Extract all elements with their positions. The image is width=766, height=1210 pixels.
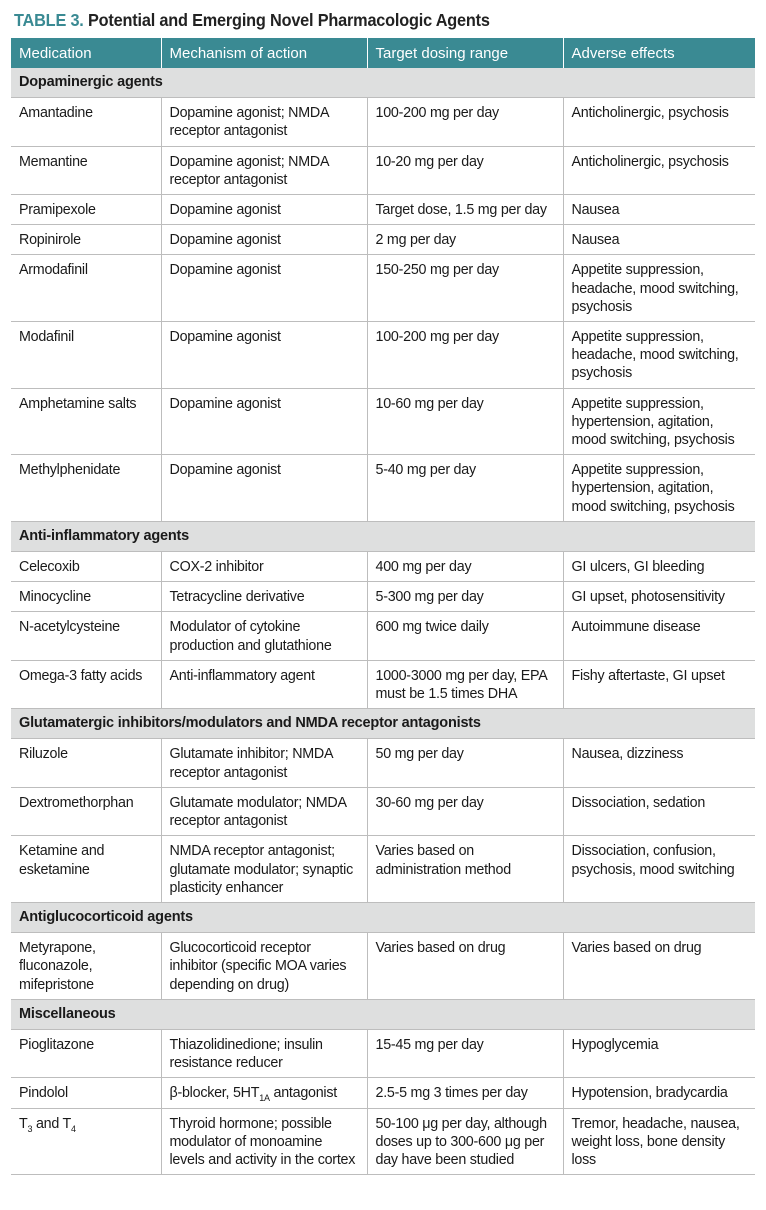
table-row — [11, 322, 755, 389]
cell-mechanism: Dopamine agonist — [161, 455, 367, 522]
cell-medication: Metyrapone, fluconazole, mifepristone — [11, 933, 161, 1000]
cell-mechanism: Glutamate modulator; NMDA receptor antagonist — [161, 787, 367, 835]
section-heading: Anti-inflammatory agents — [11, 521, 755, 551]
header-medication: Medication — [11, 38, 161, 68]
cell-medication: Omega-3 fatty acids — [11, 660, 161, 708]
cell-medication: Methylphenidate — [11, 455, 161, 522]
table-body — [11, 68, 755, 1175]
cell-dosing: 2.5-5 mg 3 times per day — [367, 1078, 563, 1108]
cell-mechanism: Dopamine agonist — [161, 255, 367, 322]
table-row — [11, 552, 755, 582]
table-row — [11, 1029, 755, 1077]
cell-dosing: 10-60 mg per day — [367, 388, 563, 455]
cell-dosing: 1000-3000 mg per day, EPA must be 1.5 times DHA — [367, 660, 563, 708]
cell-medication: Modafinil — [11, 322, 161, 389]
cell-medication: Minocycline — [11, 582, 161, 612]
cell-adverse-effects: Appetite suppression, headache, mood switching, psychosis — [563, 255, 755, 322]
section-row — [11, 999, 755, 1029]
cell-medication: $T_3$ and $T_4$ — [11, 1108, 161, 1175]
cell-dosing: 100-200 mg per day — [367, 322, 563, 389]
table-row — [11, 1078, 755, 1108]
cell-adverse-effects: GI ulcers, GI bleeding — [563, 552, 755, 582]
cell-medication: N-acetylcysteine — [11, 612, 161, 660]
cell-mechanism: Dopamine agonist; NMDA receptor antagonist — [161, 146, 367, 194]
table-row — [11, 195, 755, 225]
cell-adverse-effects: Appetite suppression, headache, mood switching, psychosis — [563, 322, 755, 389]
cell-dosing: 5-300 mg per day — [367, 582, 563, 612]
header-row — [11, 38, 755, 68]
cell-medication: Amantadine — [11, 98, 161, 146]
cell-dosing: 2 mg per day — [367, 225, 563, 255]
cell-mechanism: Glucocorticoid receptor inhibitor (specific MOA varies depending on drug) — [161, 933, 367, 1000]
cell-medication: Dextromethorphan — [11, 787, 161, 835]
cell-dosing: Varies based on administration method — [367, 836, 563, 903]
cell-adverse-effects: Nausea — [563, 225, 755, 255]
cell-dosing: 100-200 mg per day — [367, 98, 563, 146]
cell-adverse-effects: Varies based on drug — [563, 933, 755, 1000]
cell-medication: Pindolol — [11, 1078, 161, 1108]
cell-medication: Pioglitazone — [11, 1029, 161, 1077]
cell-adverse-effects: Hypoglycemia — [563, 1029, 755, 1077]
cell-dosing: 50-100 μg per day, although doses up to 300-600 μg per day have been studied — [367, 1108, 563, 1175]
table-row — [11, 455, 755, 522]
cell-dosing: Target dose, 1.5 mg per day — [367, 195, 563, 225]
cell-mechanism: Dopamine agonist — [161, 195, 367, 225]
section-row — [11, 709, 755, 739]
cell-mechanism: Dopamine agonist; NMDA receptor antagonist — [161, 98, 367, 146]
table-row — [11, 787, 755, 835]
table-number: TABLE 3. — [14, 10, 84, 30]
cell-medication: Armodafinil — [11, 255, 161, 322]
cell-mechanism: COX-2 inhibitor — [161, 552, 367, 582]
table-row — [11, 225, 755, 255]
cell-medication: Ropinirole — [11, 225, 161, 255]
cell-dosing: 5-40 mg per day — [367, 455, 563, 522]
cell-adverse-effects: Tremor, headache, nausea, weight loss, bone density loss — [563, 1108, 755, 1175]
cell-dosing: 600 mg twice daily — [367, 612, 563, 660]
section-heading: Dopaminergic agents — [11, 68, 755, 98]
cell-adverse-effects: Hypotension, bradycardia — [563, 1078, 755, 1108]
cell-medication: Ketamine and esketamine — [11, 836, 161, 903]
cell-adverse-effects: Autoimmune disease — [563, 612, 755, 660]
cell-mechanism: Glutamate inhibitor; NMDA receptor antagonist — [161, 739, 367, 787]
section-row — [11, 68, 755, 98]
cell-medication: Celecoxib — [11, 552, 161, 582]
cell-mechanism: Thyroid hormone; possible modulator of monoamine levels and activity in the cortex — [161, 1108, 367, 1175]
cell-dosing: 400 mg per day — [367, 552, 563, 582]
cell-mechanism: Tetracycline derivative — [161, 582, 367, 612]
cell-adverse-effects: Anticholinergic, psychosis — [563, 98, 755, 146]
cell-mechanism: Dopamine agonist — [161, 225, 367, 255]
cell-medication: Amphetamine salts — [11, 388, 161, 455]
table-row — [11, 836, 755, 903]
table-row — [11, 146, 755, 194]
table-row — [11, 582, 755, 612]
cell-mechanism: Dopamine agonist — [161, 388, 367, 455]
table-row — [11, 255, 755, 322]
cell-mechanism: Modulator of cytokine production and glutathione — [161, 612, 367, 660]
cell-mechanism: NMDA receptor antagonist; glutamate modulator; synaptic plasticity enhancer — [161, 836, 367, 903]
cell-dosing: 150-250 mg per day — [367, 255, 563, 322]
table-title — [14, 10, 490, 31]
header-mechanism: Mechanism of action — [161, 38, 367, 68]
cell-adverse-effects: Dissociation, confusion, psychosis, mood switching — [563, 836, 755, 903]
cell-dosing: 30-60 mg per day — [367, 787, 563, 835]
cell-adverse-effects: Nausea, dizziness — [563, 739, 755, 787]
section-row — [11, 902, 755, 932]
table-row — [11, 739, 755, 787]
cell-dosing: Varies based on drug — [367, 933, 563, 1000]
cell-mechanism: Anti-inflammatory agent — [161, 660, 367, 708]
cell-mechanism: Thiazolidinedione; insulin resistance reducer — [161, 1029, 367, 1077]
cell-adverse-effects: Appetite suppression, hypertension, agitation, mood switching, psychosis — [563, 455, 755, 522]
cell-medication: Riluzole — [11, 739, 161, 787]
section-heading: Miscellaneous — [11, 999, 755, 1029]
section-heading: Antiglucocorticoid agents — [11, 902, 755, 932]
table-row — [11, 612, 755, 660]
cell-adverse-effects: Appetite suppression, hypertension, agitation, mood switching, psychosis — [563, 388, 755, 455]
cell-medication: Memantine — [11, 146, 161, 194]
table-row — [11, 1108, 755, 1175]
table-row — [11, 388, 755, 455]
section-row — [11, 521, 755, 551]
cell-adverse-effects: Dissociation, sedation — [563, 787, 755, 835]
cell-adverse-effects: GI upset, photosensitivity — [563, 582, 755, 612]
section-heading: Glutamatergic inhibitors/modulators and NMDA receptor antagonists — [11, 709, 755, 739]
agents-table — [11, 38, 755, 1175]
header-dosing: Target dosing range — [367, 38, 563, 68]
table-row — [11, 98, 755, 146]
cell-adverse-effects: Nausea — [563, 195, 755, 225]
cell-adverse-effects: Anticholinergic, psychosis — [563, 146, 755, 194]
cell-dosing: 10-20 mg per day — [367, 146, 563, 194]
table-row — [11, 933, 755, 1000]
cell-adverse-effects: Fishy aftertaste, GI upset — [563, 660, 755, 708]
cell-mechanism: Dopamine agonist — [161, 322, 367, 389]
cell-dosing: 50 mg per day — [367, 739, 563, 787]
cell-dosing: 15-45 mg per day — [367, 1029, 563, 1077]
cell-mechanism: β-blocker, $5HT_{1A}$ antagonist — [161, 1078, 367, 1108]
table-caption: Potential and Emerging Novel Pharmacologic Agents — [87, 10, 490, 30]
header-adverse-effects: Adverse effects — [563, 38, 755, 68]
cell-medication: Pramipexole — [11, 195, 161, 225]
table-row — [11, 660, 755, 708]
